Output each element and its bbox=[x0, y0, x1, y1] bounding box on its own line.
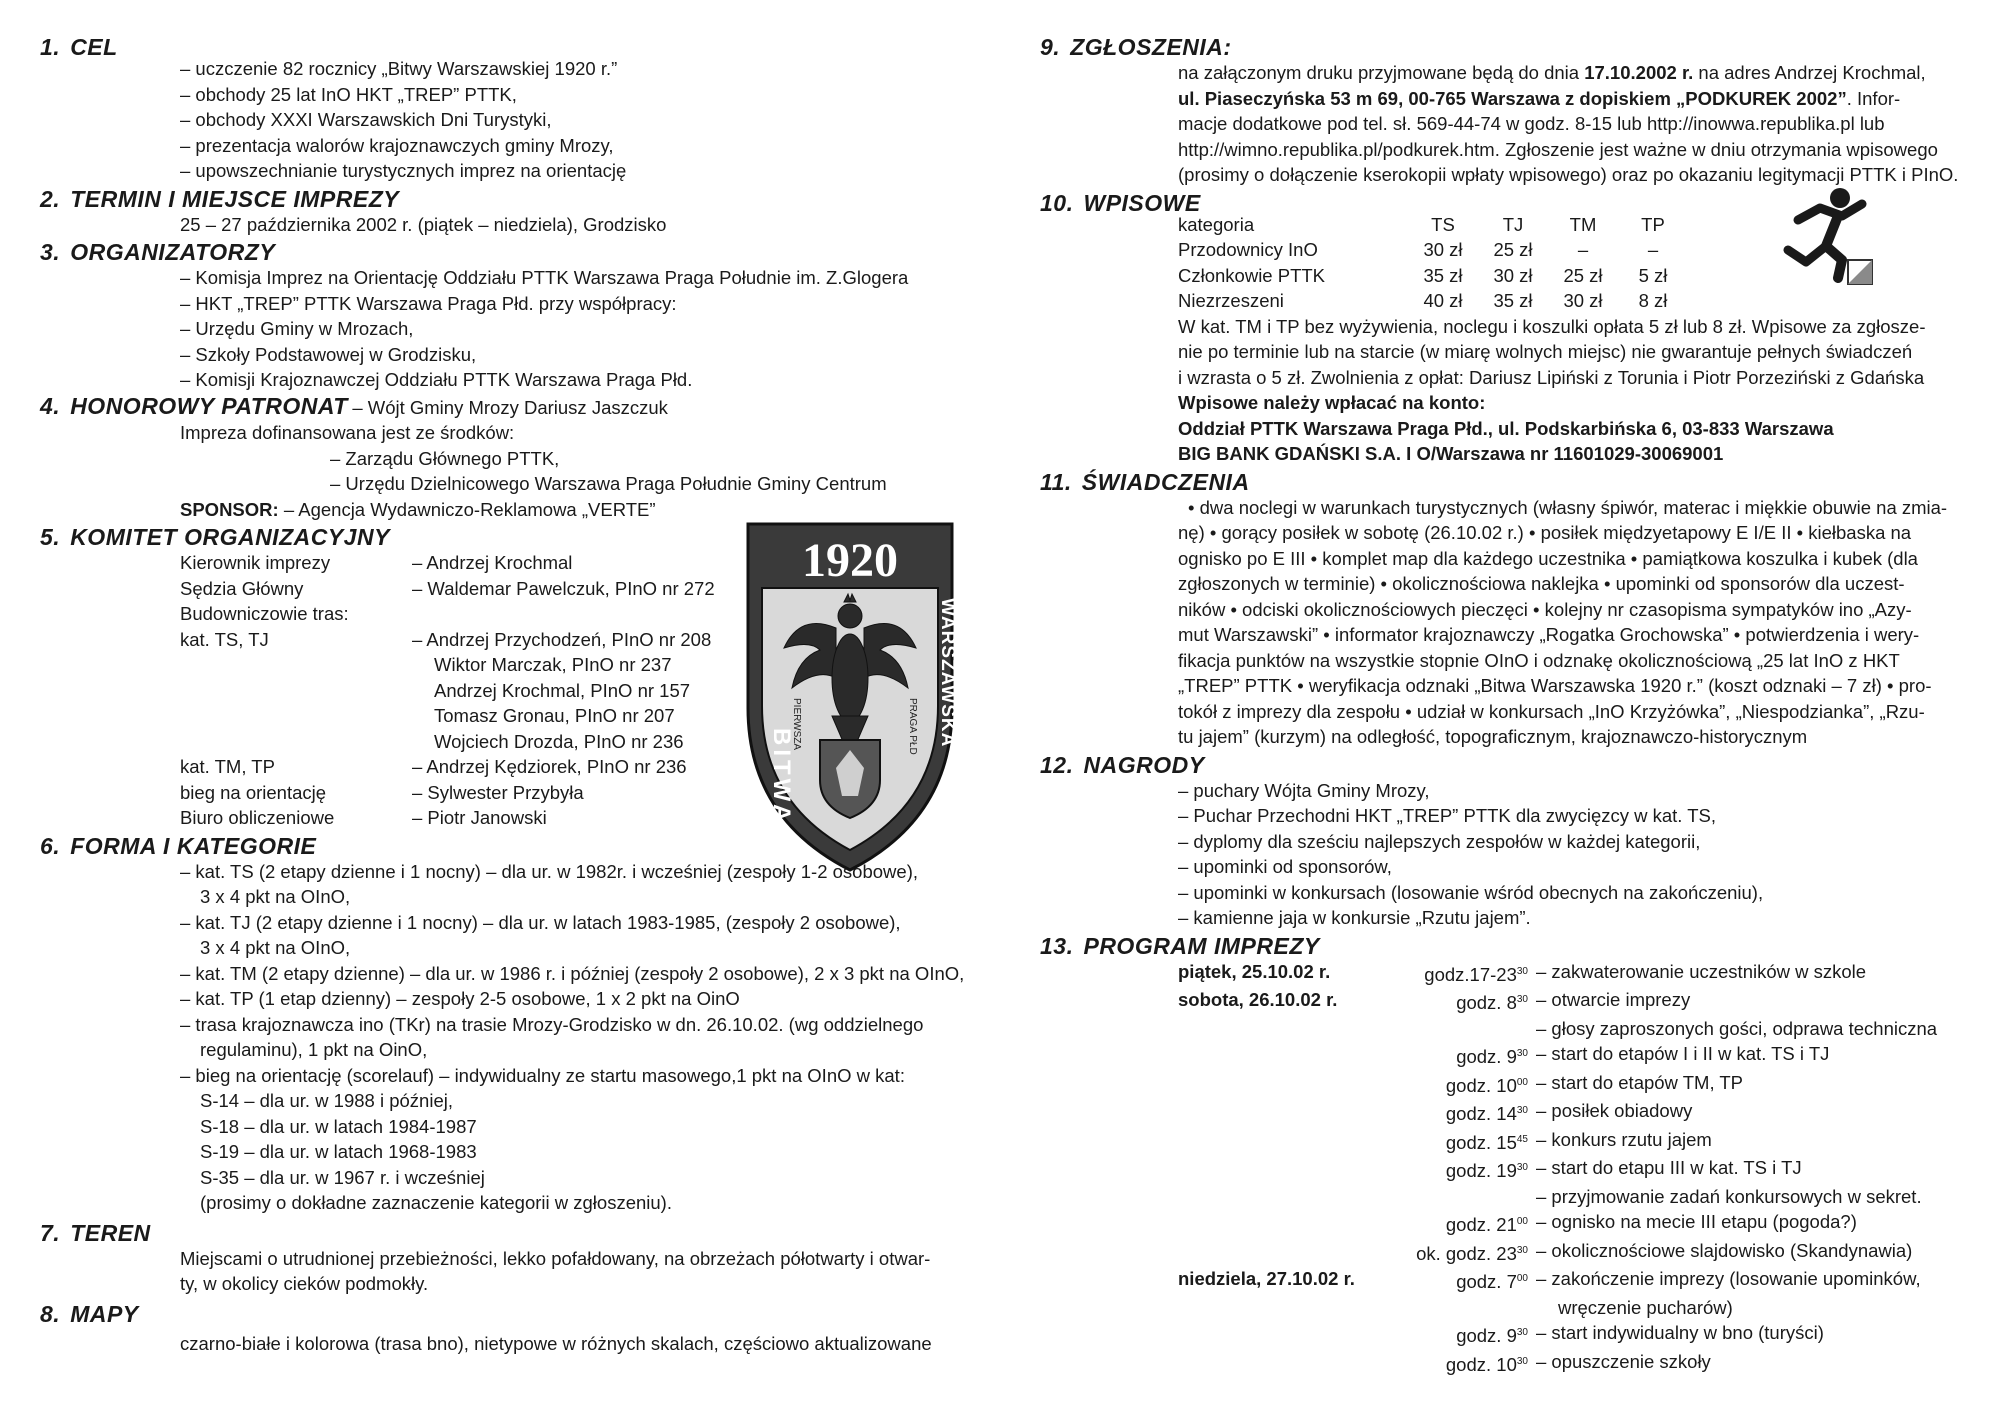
patron-name: – Wójt Gminy Mrozy Dariusz Jaszczuk bbox=[352, 396, 668, 418]
program-time bbox=[1348, 1295, 1528, 1321]
program-time-hour: godz. 10 bbox=[1445, 1353, 1517, 1375]
swiadczenia-line: ników • odciski okolicznościowych pieczęci • kolejny nr czasopisma sympatyków ino „Azy- bbox=[1178, 598, 1912, 620]
committee-person: Tomasz Gronau, PInO nr 207 bbox=[434, 705, 675, 726]
section-label: ZGŁOSZENIA: bbox=[1070, 34, 1232, 60]
section-title-program bbox=[1040, 933, 1970, 959]
funder-item: – Zarządu Głównego PTTK, bbox=[330, 447, 560, 469]
fees-cell: 5 zł bbox=[1638, 264, 1668, 286]
section-label: WPISOWE bbox=[1083, 189, 1201, 216]
program-time bbox=[1348, 1127, 1528, 1156]
section-number: 2. bbox=[40, 185, 61, 212]
committee-role bbox=[180, 729, 412, 755]
prize-item: – Puchar Przechodni HKT „TREP” PTTK dla zwycięzcy w kat. TS, bbox=[1178, 805, 1717, 826]
funder-item: – Urzędu Dzielnicowego Warszawa Praga Południe Gminy Centrum bbox=[330, 473, 887, 494]
fees-cell: 25 zł bbox=[1563, 264, 1603, 286]
organizer-item: – Szkoły Podstawowej w Grodzisku, bbox=[180, 343, 477, 365]
program-day bbox=[1178, 1070, 1348, 1099]
program-row bbox=[1178, 1295, 1970, 1321]
program-time-hour: ok. godz. 23 bbox=[1416, 1242, 1517, 1264]
program-day bbox=[1178, 1127, 1348, 1156]
fees-cell: 30 zł bbox=[1423, 239, 1463, 260]
section-title-zgloszenia bbox=[1040, 34, 1970, 60]
program-activity: – zakończenie imprezy (losowanie upominków, bbox=[1536, 1268, 1921, 1289]
wpisowe-line: nie po terminie lub na starcie (w miarę wolnych miejsc) nie gwarantuje pełnych świadczeń bbox=[1178, 341, 1913, 362]
orienteering-runner-logo bbox=[1780, 186, 1874, 290]
zgloszenia-line bbox=[1040, 86, 1970, 112]
forma-line: – kat. TS (2 etapy dzienne i 1 nocny) – dla ur. w 1982r. i wcześniej (zespoły 1-2 osobowe), bbox=[180, 860, 918, 882]
program-activity: – start do etapów I i II w kat. TS i TJ bbox=[1536, 1043, 1830, 1064]
section-number: 5. bbox=[40, 524, 61, 550]
program-activity: – start do etapu III w kat. TS i TJ bbox=[1536, 1157, 1802, 1178]
address: ul. Piaseczyńska 53 m 69, 00-765 Warszawa z dopiskiem „PODKUREK 2002” bbox=[1178, 87, 1847, 109]
organizer-item: – HKT „TREP” PTTK Warszawa Praga Płd. przy współpracy: bbox=[180, 292, 677, 314]
bank-line: Oddział PTTK Warszawa Praga Płd., ul. Podskarbińska 6, 03-833 Warszawa bbox=[1178, 417, 1834, 439]
program-time bbox=[1348, 1320, 1528, 1349]
section-label: HONOROWY PATRONAT bbox=[70, 392, 348, 419]
section-label: CEL bbox=[70, 34, 118, 60]
program-day: niedziela, 27.10.02 r. bbox=[1178, 1268, 1355, 1289]
bank-line: BIG BANK GDAŃSKI S.A. I O/Warszawa nr 11601029-30069001 bbox=[1178, 443, 1724, 464]
program-activity: – otwarcie imprezy bbox=[1536, 989, 1691, 1010]
sponsor-text: – Agencja Wydawniczo-Reklamowa „VERTE” bbox=[283, 498, 656, 520]
program-time-hour: godz. 9 bbox=[1456, 1325, 1517, 1346]
forma-line: S-35 – dla ur. w 1967 r. i wcześniej bbox=[200, 1166, 485, 1188]
committee-role: kat. TS, TJ bbox=[180, 628, 269, 650]
swiadczenia-line: tokół z imprezy dla zespołu • udział w konkursach „InO Krzyżówka”, „Niespodzianka”, „Rzu- bbox=[1178, 700, 1925, 722]
teren-line: Miejscami o utrudnionej przebieżności, lekko pofałdowany, na obrzeżach półotwarty i otwar- bbox=[180, 1247, 931, 1269]
organizer-item: – Komisja Imprez na Orientację Oddziału PTTK Warszawa Praga Południe im. Z.Glogera bbox=[180, 267, 909, 288]
committee-role: Budowniczowie tras: bbox=[180, 603, 349, 624]
swiadczenia-line: ognisko po E III • komplet map dla każdego uczestnika • pamiątkowa koszulka i kubek (dla bbox=[1178, 547, 1918, 569]
fees-header: TM bbox=[1569, 213, 1597, 235]
program-day bbox=[1178, 1349, 1348, 1378]
fees-cell: 35 zł bbox=[1493, 290, 1533, 311]
section-title-teren bbox=[40, 1220, 980, 1246]
forma-line: 3 x 4 pkt na OInO, bbox=[200, 886, 351, 907]
program-day bbox=[1178, 1238, 1348, 1267]
program-row bbox=[1178, 987, 1970, 1016]
section-label: NAGRODY bbox=[1083, 751, 1205, 778]
section-number: 1. bbox=[40, 34, 61, 60]
program-row bbox=[1178, 1349, 1970, 1378]
program-time-minutes: 30 bbox=[1516, 1244, 1528, 1256]
committee-role: bieg na orientację bbox=[180, 781, 327, 803]
program-activity: – posiłek obiadowy bbox=[1536, 1100, 1693, 1121]
fees-cell: 40 zł bbox=[1423, 290, 1463, 311]
program-time bbox=[1348, 1238, 1528, 1267]
program-time-hour: godz. 10 bbox=[1445, 1074, 1517, 1096]
wpisowe-line: W kat. TM i TP bez wyżywienia, noclegu i koszulki opłata 5 zł lub 8 zł. Wpisowe za zgłosze- bbox=[1178, 315, 1926, 337]
program-time bbox=[1348, 1041, 1528, 1070]
program-activity: – zakwaterowanie uczestników w szkole bbox=[1536, 960, 1867, 982]
program-time-hour: godz. 21 bbox=[1445, 1214, 1517, 1235]
section-title-patronat bbox=[40, 393, 980, 421]
committee-role: Biuro obliczeniowe bbox=[180, 807, 335, 828]
program-day: piątek, 25.10.02 r. bbox=[1178, 960, 1331, 982]
forma-line: – bieg na orientację (scorelauf) – indywidualny ze startu masowego,1 pkt na OInO w kat: bbox=[180, 1064, 905, 1086]
section-number: 6. bbox=[40, 832, 61, 859]
prize-item: – kamienne jaja w konkursie „Rzutu jajem”. bbox=[1178, 907, 1531, 928]
program-time-minutes: 30 bbox=[1516, 965, 1528, 977]
program-row bbox=[1178, 1155, 1970, 1184]
program-time bbox=[1348, 987, 1528, 1016]
section-number: 9. bbox=[1040, 34, 1061, 60]
sponsor-label: SPONSOR: bbox=[180, 498, 279, 520]
fees-header: TS bbox=[1431, 213, 1455, 235]
section-label: MAPY bbox=[70, 1300, 139, 1327]
bank-line: Wpisowe należy wpłacać na konto: bbox=[1178, 392, 1486, 413]
program-activity: – ognisko na mecie III etapu (pogoda?) bbox=[1536, 1211, 1857, 1232]
program-activity: – okolicznościowe slajdowisko (Skandynawia) bbox=[1536, 1239, 1913, 1261]
section-label: TEREN bbox=[70, 1219, 151, 1246]
prize-item: – upominki od sponsorów, bbox=[1178, 856, 1392, 877]
committee-person: – Sylwester Przybyła bbox=[412, 781, 584, 803]
program-activity: wręczenie pucharów) bbox=[1558, 1296, 1733, 1318]
cel-item: – obchody 25 lat InO HKT „TREP” PTTK, bbox=[180, 83, 517, 105]
program-activity: – start indywidualny w bno (turyści) bbox=[1536, 1322, 1824, 1343]
committee-role bbox=[180, 703, 412, 729]
zgloszenia-line: (prosimy o dołączenie kserokopii wpłaty wpisowego) oraz po okazaniu legitymacji PTTK i PInO. bbox=[1178, 164, 1959, 185]
section-number: 3. bbox=[40, 239, 61, 265]
program-time-minutes: 30 bbox=[1516, 1162, 1528, 1173]
committee-person: – Andrzej Kędziorek, PInO nr 236 bbox=[412, 756, 687, 777]
fees-cell: 30 zł bbox=[1563, 290, 1603, 311]
program-activity: – opuszczenie szkoły bbox=[1536, 1350, 1711, 1372]
zgloszenia-text: . Infor- bbox=[1846, 87, 1901, 109]
section-number: 10. bbox=[1040, 189, 1074, 216]
funding-text: Impreza dofinansowana jest ze środków: bbox=[180, 422, 515, 443]
fees-cell: Niezrzeszeni bbox=[1178, 290, 1284, 311]
badge-inner-right: PRAGA PŁD bbox=[907, 698, 918, 755]
program-row bbox=[1178, 1127, 1970, 1156]
committee-person: Andrzej Krochmal, PInO nr 157 bbox=[434, 679, 691, 701]
program-time-hour: godz.17-23 bbox=[1424, 963, 1517, 985]
committee-role bbox=[180, 652, 412, 678]
program-time-minutes: 45 bbox=[1516, 1133, 1528, 1145]
mapy-text: czarno-białe i kolorowa (trasa bno), nietypowe w różnych skalach, częściowo aktualizowane bbox=[180, 1332, 932, 1354]
swiadczenia-line: mut Warszawski” • informator krajoznawczy „Rogatka Grochowska” • potwierdzenia i wery- bbox=[1178, 624, 1920, 645]
badge-inner-left: PIERWSZA bbox=[791, 698, 802, 751]
section-number: 8. bbox=[40, 1300, 61, 1327]
program-time bbox=[1348, 1209, 1528, 1238]
zgloszenia-line: macje dodatkowe pod tel. sł. 569-44-74 w godz. 8-15 lub http://inowwa.republika.pl lub bbox=[1178, 113, 1885, 134]
program-row bbox=[1178, 959, 1970, 988]
program-time bbox=[1348, 959, 1528, 988]
program-row bbox=[1178, 1209, 1970, 1238]
forma-line: S-14 – dla ur. w 1988 i później, bbox=[200, 1090, 453, 1111]
program-table bbox=[1040, 959, 1970, 1378]
forma-line: – trasa krajoznawcza ino (TKr) na trasie Mrozy-Grodzisko w dn. 26.10.02. (wg oddzielnego bbox=[180, 1013, 924, 1035]
forma-line: – kat. TP (1 etap dzienny) – zespoły 2-5 osobowe, 1 x 2 pkt na OinO bbox=[180, 988, 740, 1009]
section-title-termin bbox=[40, 186, 980, 212]
program-activity: – przyjmowanie zadań konkursowych w sekret. bbox=[1536, 1185, 1922, 1207]
program-day bbox=[1178, 1209, 1348, 1238]
program-activity: – głosy zaproszonych gości, odprawa techniczna bbox=[1536, 1017, 1938, 1039]
program-day bbox=[1178, 1184, 1348, 1210]
battle-badge-image bbox=[740, 518, 960, 878]
section-number: 7. bbox=[40, 1219, 61, 1246]
swiadczenia-line: „TREP” PTTK • weryfikacja odznaki „Bitwa Warszawska 1920 r.” (koszt odznaki – 7 zł) • pro- bbox=[1178, 675, 1932, 696]
section-label: ORGANIZATORZY bbox=[70, 239, 276, 265]
forma-line: – kat. TJ (2 etapy dzienne i 1 nocny) – dla ur. w latach 1983-1985, (zespoły 2 osobowe), bbox=[180, 911, 901, 933]
program-time bbox=[1348, 1349, 1528, 1378]
prize-item: – upominki w konkursach (losowanie wśród obecnych na zakończeniu), bbox=[1178, 881, 1764, 903]
swiadczenia-line: fikacja punktów na wszystkie stopnie OInO i odznakę okolicznościową „25 lat InO z HKT bbox=[1178, 649, 1900, 671]
committee-role: Kierownik imprezy bbox=[180, 552, 331, 573]
program-day: sobota, 26.10.02 r. bbox=[1178, 989, 1338, 1010]
committee-person: – Andrzej Przychodzeń, PInO nr 208 bbox=[412, 628, 712, 650]
program-time bbox=[1348, 1266, 1528, 1295]
committee-role bbox=[180, 678, 412, 704]
program-day bbox=[1178, 1016, 1348, 1042]
forma-line: regulaminu), 1 pkt na OinO, bbox=[200, 1039, 428, 1060]
section-label: TERMIN I MIEJSCE IMPREZY bbox=[70, 185, 400, 212]
fees-cell: 8 zł bbox=[1638, 290, 1668, 311]
committee-person: – Waldemar Pawelczuk, PInO nr 272 bbox=[412, 577, 715, 599]
program-time-hour: godz. 15 bbox=[1445, 1131, 1517, 1153]
program-time-minutes: 30 bbox=[1516, 1105, 1528, 1116]
fees-cell: Przodownicy InO bbox=[1178, 239, 1318, 260]
section-label: KOMITET ORGANIZACYJNY bbox=[70, 524, 390, 550]
forma-line: S-18 – dla ur. w latach 1984-1987 bbox=[200, 1115, 477, 1137]
prize-item: – dyplomy dla sześciu najlepszych zespołów w każdej kategorii, bbox=[1178, 830, 1701, 852]
committee-role: Sędzia Główny bbox=[180, 577, 304, 599]
fees-cell: 25 zł bbox=[1493, 239, 1533, 260]
program-time bbox=[1348, 1070, 1528, 1099]
fees-cell: – bbox=[1577, 239, 1589, 260]
fees-header: TJ bbox=[1502, 213, 1524, 235]
program-time-hour: godz. 8 bbox=[1456, 992, 1517, 1013]
program-row bbox=[1178, 1238, 1970, 1267]
section-label: PROGRAM IMPREZY bbox=[1083, 932, 1320, 959]
runner-arms-icon bbox=[1798, 204, 1862, 220]
forma-line: S-19 – dla ur. w latach 1968-1983 bbox=[200, 1141, 477, 1162]
program-time-hour: godz. 19 bbox=[1445, 1160, 1517, 1181]
committee-role: kat. TM, TP bbox=[180, 756, 275, 777]
program-activity: – start do etapów TM, TP bbox=[1536, 1071, 1744, 1093]
zgloszenia-text: na adres Andrzej Krochmal, bbox=[1693, 62, 1926, 83]
swiadczenia-line: zgłoszonych w terminie) • okolicznościowa naklejka • upominki od sponsorów dla uczest- bbox=[1178, 573, 1905, 594]
forma-line: 3 x 4 pkt na OInO, bbox=[200, 937, 351, 958]
program-time-minutes: 30 bbox=[1516, 1355, 1528, 1367]
program-time-hour: godz. 14 bbox=[1445, 1103, 1517, 1124]
section-title-swiadczenia bbox=[1040, 469, 1970, 495]
badge-ring-left: BITWA bbox=[768, 728, 795, 826]
runner-leg-icon bbox=[1788, 246, 1826, 262]
badge-ring-right: WARSZAWSKA bbox=[937, 598, 958, 748]
organizer-item: – Komisji Krajoznawczej Oddziału PTTK Warszawa Praga Płd. bbox=[180, 369, 693, 390]
runner-head-icon bbox=[1830, 188, 1850, 208]
program-row bbox=[1178, 1320, 1970, 1349]
program-row bbox=[1178, 1070, 1970, 1099]
swiadczenia-line: • dwa noclegi w warunkach turystycznych (własny śpiwór, materac i miękkie obuwie na zmia- bbox=[1188, 496, 1948, 518]
section-label: FORMA I KATEGORIE bbox=[70, 832, 317, 859]
forma-line: (prosimy o dokładne zaznaczenie kategorii w zgłoszeniu). bbox=[200, 1192, 672, 1213]
program-time-hour: godz. 7 bbox=[1456, 1271, 1517, 1292]
committee-person: Wiktor Marczak, PInO nr 237 bbox=[434, 654, 672, 675]
section-title-organizatorzy bbox=[40, 239, 980, 265]
program-day bbox=[1178, 1041, 1348, 1070]
zgloszenia-text: na załączonym druku przyjmowane będą do dnia bbox=[1178, 62, 1585, 83]
section-number: 4. bbox=[40, 392, 61, 419]
program-time bbox=[1348, 1098, 1528, 1127]
prize-item: – puchary Wójta Gminy Mrozy, bbox=[1178, 779, 1430, 801]
swiadczenia-line: tu jajem” (kurzym) na odległość, topograficznym, krajoznawczo-historycznym bbox=[1178, 726, 1808, 747]
termin-text: 25 – 27 października 2002 r. (piątek – niedziela), Grodzisko bbox=[180, 213, 667, 235]
program-row bbox=[1178, 1266, 1970, 1295]
program-time bbox=[1348, 1184, 1528, 1210]
fees-cell: Członkowie PTTK bbox=[1178, 264, 1326, 286]
section-label: ŚWIADCZENIA bbox=[1081, 468, 1250, 495]
program-day bbox=[1178, 1098, 1348, 1127]
cel-item: – prezentacja walorów krajoznawczych gminy Mrozy, bbox=[180, 134, 614, 156]
fees-header: TP bbox=[1641, 213, 1665, 235]
teren-line: ty, w okolicy cieków podmokły. bbox=[180, 1273, 429, 1294]
section-number: 13. bbox=[1040, 932, 1074, 959]
program-activity: – konkurs rzutu jajem bbox=[1536, 1128, 1712, 1150]
program-row bbox=[1178, 1041, 1970, 1070]
cel-item: – upowszechnianie turystycznych imprez na orientację bbox=[180, 160, 627, 181]
section-title-nagrody bbox=[1040, 752, 1970, 778]
committee-person: – Andrzej Krochmal bbox=[412, 552, 573, 573]
section-number: 12. bbox=[1040, 751, 1074, 778]
section-title-mapy bbox=[40, 1301, 980, 1327]
committee-person: – Piotr Janowski bbox=[412, 807, 547, 828]
program-row bbox=[1178, 1098, 1970, 1127]
program-time-hour: godz. 9 bbox=[1456, 1046, 1517, 1067]
program-time bbox=[1348, 1155, 1528, 1184]
fees-cell: 30 zł bbox=[1493, 264, 1533, 286]
program-day bbox=[1178, 1295, 1348, 1321]
cel-item: – uczczenie 82 rocznicy „Bitwy Warszawskiej 1920 r.” bbox=[180, 58, 618, 79]
program-time-minutes: 30 bbox=[1516, 994, 1528, 1005]
wpisowe-line: i wzrasta o 5 zł. Zwolnienia z opłat: Dariusz Lipiński z Torunia i Piotr Porzeziński z Gdańska bbox=[1178, 366, 1925, 388]
forma-line: – kat. TM (2 etapy dzienne) – dla ur. w 1986 r. i później (zespoły 2 osobowe), 2 x 3 pkt na OInO, bbox=[180, 962, 965, 984]
program-time-minutes: 00 bbox=[1516, 1273, 1528, 1284]
program-time-minutes: 30 bbox=[1516, 1327, 1528, 1338]
program-time-minutes: 00 bbox=[1516, 1216, 1528, 1227]
zgloszenia-line: http://wimno.republika.pl/podkurek.htm. Zgłoszenie jest ważne w dniu otrzymania wpisowego bbox=[1178, 138, 1938, 160]
deadline-date: 17.10.2002 r. bbox=[1584, 62, 1694, 83]
program-time bbox=[1348, 1016, 1528, 1042]
zgloszenia-line bbox=[1040, 60, 1970, 86]
cel-item: – obchody XXXI Warszawskich Dni Turystyki, bbox=[180, 109, 552, 130]
program-time-minutes: 00 bbox=[1516, 1076, 1528, 1088]
fees-header: kategoria bbox=[1178, 213, 1255, 235]
fees-cell: 35 zł bbox=[1423, 264, 1463, 286]
program-time-minutes: 30 bbox=[1516, 1048, 1528, 1059]
organizer-item: – Urzędu Gminy w Mrozach, bbox=[180, 318, 414, 339]
committee-person: Wojciech Drozda, PInO nr 236 bbox=[434, 730, 684, 752]
badge-year: 1920 bbox=[802, 534, 898, 587]
program-row bbox=[1178, 1184, 1970, 1210]
section-number: 11. bbox=[1040, 468, 1072, 495]
swiadczenia-line: nę) • gorący posiłek w sobotę (26.10.02 r.) • posiłek międzyetapowy E I/E II • kiełbaska na bbox=[1178, 522, 1912, 543]
fees-cell: – bbox=[1647, 239, 1659, 260]
program-row bbox=[1178, 1016, 1970, 1042]
program-day bbox=[1178, 1155, 1348, 1184]
program-day bbox=[1178, 1320, 1348, 1349]
